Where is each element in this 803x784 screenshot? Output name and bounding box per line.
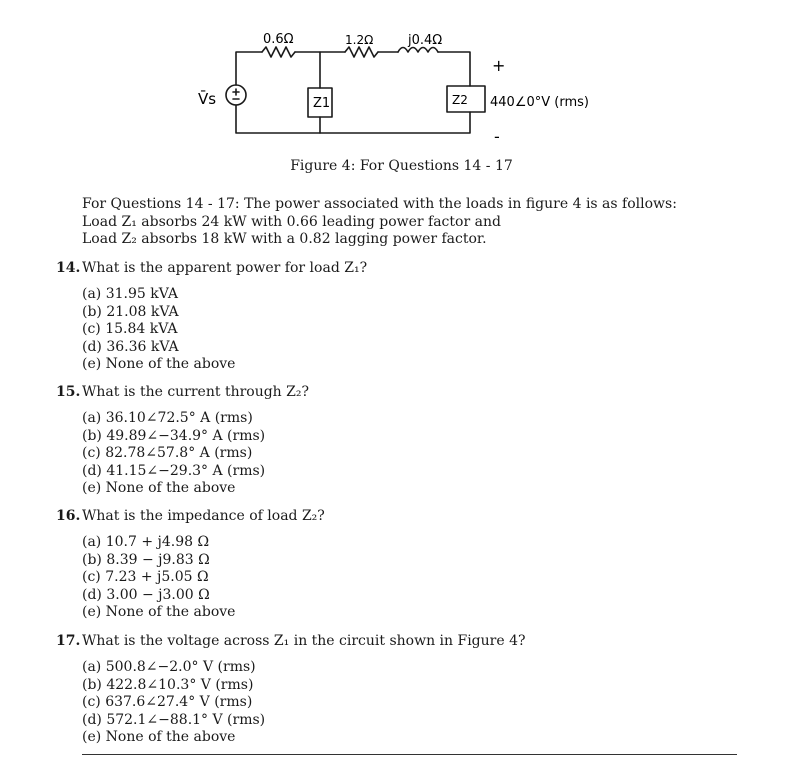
- wire-left-top: [236, 52, 262, 85]
- label-z1: Z1: [313, 96, 331, 111]
- intro-paragraph: [82, 196, 677, 249]
- figure-caption: Figure 4: For Questions 14 - 17: [290, 158, 513, 174]
- label-xl: j0.4Ω: [408, 33, 443, 48]
- option-e: (e) None of the above: [82, 480, 236, 496]
- option-e: (e) None of the above: [82, 356, 236, 372]
- option-c: (c) 15.84 kVA: [82, 321, 178, 337]
- option-d: (d) 41.15∠−29.3° A (rms): [82, 462, 266, 479]
- inductor-xl: [398, 48, 438, 53]
- question-17: [56, 633, 526, 747]
- question-stem: What is the current through Z₂?: [82, 384, 309, 400]
- resistor-r2: [345, 47, 378, 57]
- label-vs: V̄s: [198, 90, 217, 108]
- option-a: (a) 36.10∠72.5° A (rms): [82, 410, 253, 426]
- resistor-r1: [262, 47, 295, 57]
- circuit-figure: [0, 0, 803, 160]
- question-stem: What is the apparent power for load Z₁?: [82, 260, 368, 276]
- label-r1: 0.6Ω: [263, 32, 294, 47]
- question-number: 17.: [56, 633, 81, 649]
- label-plus: +: [492, 56, 506, 75]
- intro-line-2: Load Z₁ absorbs 24 kW with 0.66 leading power factor and: [82, 213, 501, 230]
- intro-line-1: For Questions 14 - 17: The power associated with the loads in figure 4 is as follows:: [82, 196, 677, 212]
- option-b: (b) 8.39 − j9.83 Ω: [82, 551, 210, 568]
- question-15: [56, 384, 309, 498]
- option-d: (d) 572.1∠−88.1° V (rms): [82, 711, 266, 728]
- question-14: [56, 260, 367, 374]
- option-e: (e) None of the above: [82, 729, 236, 745]
- option-a: (a) 10.7 + j4.98 Ω: [82, 534, 210, 550]
- option-b: (b) 422.8∠10.3° V (rms): [82, 676, 254, 693]
- question-number: 14.: [56, 260, 81, 276]
- label-load-voltage: 440∠0°V (rms): [490, 95, 589, 110]
- question-number: 16.: [56, 508, 81, 524]
- option-a: (a) 31.95 kVA: [82, 286, 179, 302]
- question-stem: What is the voltage across Z₁ in the circuit shown in Figure 4?: [82, 633, 526, 649]
- wire-bottom: [236, 105, 470, 133]
- source-polarity-marks: [233, 89, 239, 99]
- label-z2: Z2: [452, 93, 468, 107]
- option-b: (b) 49.89∠−34.9° A (rms): [82, 427, 266, 444]
- option-d: (d) 36.36 kVA: [82, 338, 179, 355]
- option-e: (e) None of the above: [82, 604, 236, 620]
- option-c: (c) 82.78∠57.8° A (rms): [82, 445, 253, 461]
- page-bottom-rule: [82, 754, 737, 755]
- option-c: (c) 7.23 + j5.05 Ω: [82, 569, 209, 585]
- option-d: (d) 3.00 − j3.00 Ω: [82, 586, 210, 603]
- question-16: [56, 508, 325, 622]
- option-a: (a) 500.8∠−2.0° V (rms): [82, 659, 256, 675]
- intro-line-3: Load Z₂ absorbs 18 kW with a 0.82 lagging power factor.: [82, 231, 487, 247]
- option-b: (b) 21.08 kVA: [82, 303, 179, 320]
- label-minus: -: [494, 127, 500, 146]
- question-number: 15.: [56, 384, 81, 400]
- wire-right-top: [438, 52, 470, 86]
- question-stem: What is the impedance of load Z₂?: [82, 508, 325, 524]
- label-r2: 1.2Ω: [345, 33, 374, 47]
- option-c: (c) 637.6∠27.4° V (rms): [82, 694, 253, 710]
